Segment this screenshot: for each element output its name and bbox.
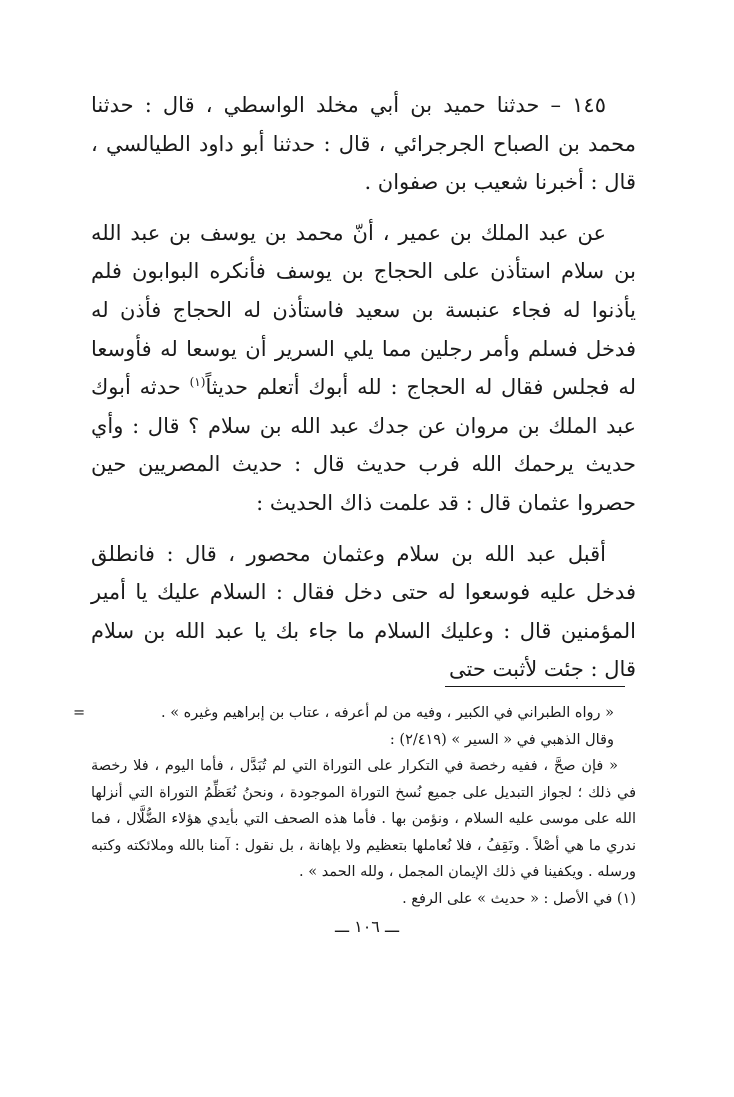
- footnote-continuation-line: [73, 700, 636, 727]
- continuation-marker: =: [73, 705, 86, 721]
- footnote-reference[interactable]: (١): [189, 375, 206, 390]
- matn-paragraph-2: أقبل عبد الله بن سلام وعثمان محصور ، قال : فانطلق فدخل عليه فوسعوا له حتى دخل فقال : السلام عليك يا أمير المؤمنين قال : وعليك السلام ما جاء بك يا عبد الله بن سلام قال : جئت لأثبت حتى: [91, 541, 636, 682]
- footnote-dhahabi-intro: وقال الذهبي في « السير » (٢/٤١٩) :: [389, 731, 614, 748]
- footnote-dhahabi-quote: « فإن صحَّ ، ففيه رخصة في التكرار على التوراة التي لم تُبَدَّل ، فأما اليوم ، فلا رخصة في ذلك ؛ لجواز التبديل على جميع نُسخ التوراة الموجودة ، ونحنُ نُعَظِّمُ التوراة التي أنزلها الله على موسى عليه السلام ، ونؤمن بها . فأما هذه الصحف التي بأيدي هؤلاء الضُّلَّال ، فما ندري ما هي أصْلاً . ونَقِفُ ، فلا نُعاملها بتعظيم ولا بإهانة ، بل نقول : آمنا بالله وملائكته وكتبه ورسله . ويكفينا في ذلك الإيمان المجمل ، ولله الحمد » .: [91, 758, 636, 880]
- footnote-separator: [445, 686, 625, 687]
- footnote-tabarani-text: « رواه الطبراني في الكبير ، وفيه من لم أعرفه ، عتاب بن إبراهيم وغيره » .: [160, 705, 614, 721]
- matn-paragraph-1: [91, 214, 636, 523]
- main-text: [91, 86, 636, 689]
- isnad-paragraph: ١٤٥ – حدثنا حميد بن أبي مخلد الواسطي ، قال : حدثنا محمد بن الصباح الجرجرائي ، قال : حدثنا أبو داود الطيالسي ، قال : أخبرنا شعيب بن صفوان .: [91, 93, 636, 195]
- matn-text-part-2: حدثه أبوك عبد الملك بن مروان عن جدك عبد الله بن سلام ؟ قال : وأي حديث يرحمك الله فرب حديث قال : حديث المصريين حين حصروا عثمان قال : قد علمت ذاك الحديث :: [91, 375, 636, 515]
- footnotes: [73, 700, 636, 912]
- page-number: ـــ ١٠٦ ـــ: [334, 917, 400, 936]
- footnote-1: (١) في الأصل : « حديث » على الرفع .: [402, 890, 636, 907]
- matn-text-part-1: عن عبد الملك بن عمير ، أنّ محمد بن يوسف بن عبد الله بن سلام استأذن على الحجاج بن يوسف فأنكره البوابون فلم يأذنوا له فجاء عنبسة بن سعيد فاستأذن له الحجاج فأذن له فدخل فسلم وأمر رجلين مما يلي السرير أن يوسعا له فأوسعا له فجلس فقال له الحجاج : لله أبوك أتعلم حديثاً: [91, 220, 637, 400]
